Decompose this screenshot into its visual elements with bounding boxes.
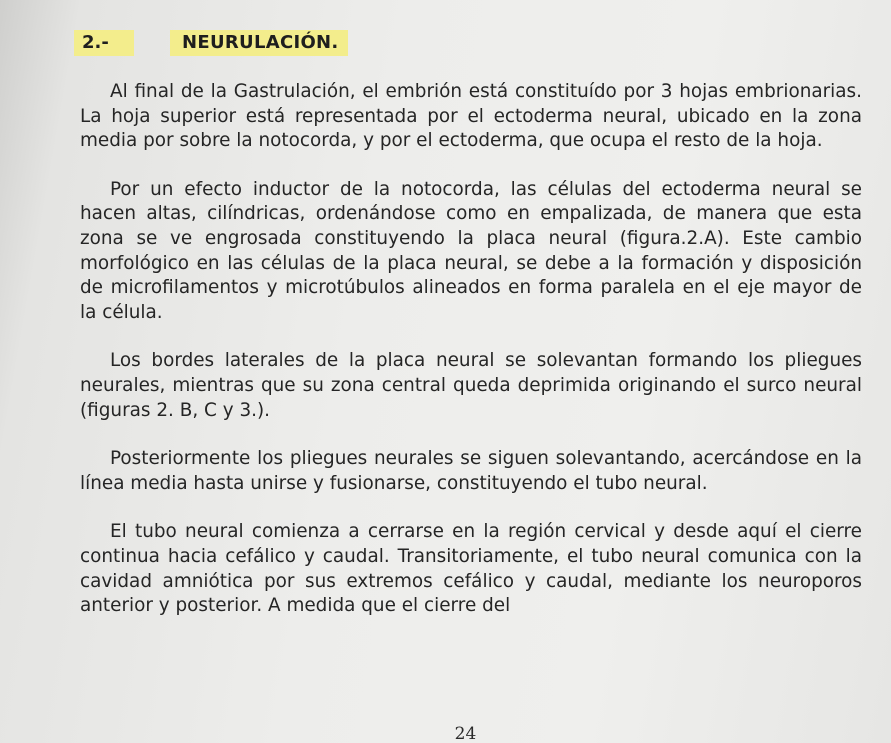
paragraph-5: El tubo neural comienza a cerrarse en la región cervical y desde aquí el cierre continua hacia cefálico y caudal. Transitoriamente, el tubo neural comunica con la cavidad amniótica por sus extremos cefálico y caudal, mediante los neuroporos anterior y posterior. A medida que el cierre del (80, 521, 862, 617)
paragraph-3: Los bordes laterales de la placa neural se solevantan formando los pliegues neurales, mientras que su zona central queda deprimida originando el surco neural (figuras 2. B, C y 3.). (80, 350, 862, 421)
page-number: 24 (454, 724, 477, 743)
paragraph-1: Al final de la Gastrulación, el embrión está constituído por 3 hojas embrionarias. La hoja superior está representada por el ectoderma neural, ubicado en la zona media por sobre la notocorda, y por el ectoderma, que ocupa el resto de la hoja. (80, 81, 862, 152)
paragraph-2: Por un efecto inductor de la notocorda, las células del ectoderma neural se hacen altas, cilíndricas, ordenándose como en empalizada, de manera que esta zona se ve engrosada constituyendo la placa neural (figura.2.A). Este cambio morfológico en las células de la placa neural, se debe a la formación y disposición de microfilamentos y microtúbulos alineados en forma paralela en el eje mayor de la célula. (80, 178, 862, 323)
paragraph-4: Posteriormente los pliegues neurales se siguen solevantando, acercándose en la línea media hasta unirse y fusionarse, constituyendo el tubo neural. (80, 448, 862, 494)
section-title: NEURULACIÓN. (170, 30, 348, 56)
body-text (80, 80, 862, 619)
section-header (74, 30, 354, 56)
section-number: 2.- (74, 30, 134, 56)
